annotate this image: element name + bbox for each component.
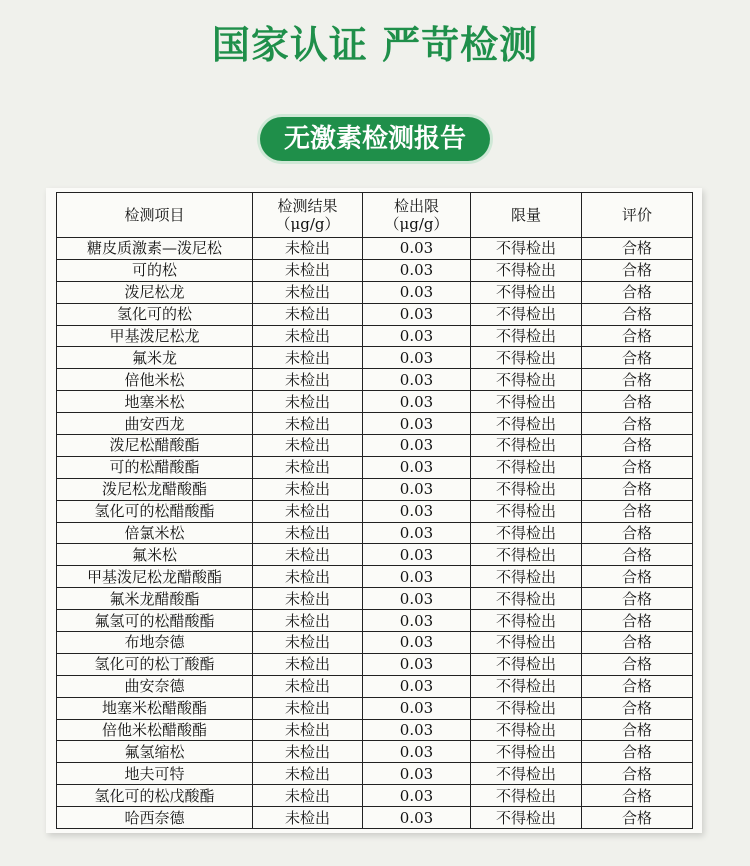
- cell-test-item: 氟米龙: [57, 347, 253, 369]
- table-header-row: [57, 193, 693, 238]
- cell-detection-limit: 0.03: [363, 763, 471, 785]
- cell-evaluation: 合格: [582, 741, 693, 763]
- cell-detection-limit: 0.03: [363, 413, 471, 435]
- cell-limit: 不得检出: [471, 566, 582, 588]
- cell-result: 未检出: [253, 785, 363, 807]
- cell-result: 未检出: [253, 588, 363, 610]
- cell-limit: 不得检出: [471, 763, 582, 785]
- cell-limit: 不得检出: [471, 281, 582, 303]
- cell-detection-limit: 0.03: [363, 281, 471, 303]
- cell-test-item: 氢化可的松丁酸酯: [57, 653, 253, 675]
- cell-evaluation: 合格: [582, 522, 693, 544]
- table-row: [57, 391, 693, 413]
- table-row: [57, 741, 693, 763]
- cell-result: 未检出: [253, 544, 363, 566]
- header-result: 检测结果 （μg/g）: [253, 193, 363, 238]
- cell-detection-limit: 0.03: [363, 238, 471, 260]
- cell-detection-limit: 0.03: [363, 391, 471, 413]
- cell-test-item: 氟米松: [57, 544, 253, 566]
- cell-test-item: 倍他米松醋酸酯: [57, 719, 253, 741]
- cell-result: 未检出: [253, 763, 363, 785]
- table-row: [57, 347, 693, 369]
- cell-evaluation: 合格: [582, 435, 693, 457]
- cell-detection-limit: 0.03: [363, 719, 471, 741]
- table-row: [57, 456, 693, 478]
- cell-limit: 不得检出: [471, 785, 582, 807]
- cell-limit: 不得检出: [471, 653, 582, 675]
- cell-result: 未检出: [253, 500, 363, 522]
- cell-limit: 不得检出: [471, 697, 582, 719]
- cell-detection-limit: 0.03: [363, 588, 471, 610]
- cell-result: 未检出: [253, 632, 363, 654]
- cell-test-item: 地塞米松: [57, 391, 253, 413]
- cell-result: 未检出: [253, 653, 363, 675]
- cell-test-item: 曲安西龙: [57, 413, 253, 435]
- cell-limit: 不得检出: [471, 741, 582, 763]
- cell-limit: 不得检出: [471, 391, 582, 413]
- cell-test-item: 地夫可特: [57, 763, 253, 785]
- table-row: [57, 675, 693, 697]
- cell-result: 未检出: [253, 697, 363, 719]
- table-row: [57, 566, 693, 588]
- cell-result: 未检出: [253, 369, 363, 391]
- cell-evaluation: 合格: [582, 675, 693, 697]
- table-row: [57, 697, 693, 719]
- cell-detection-limit: 0.03: [363, 347, 471, 369]
- cell-evaluation: 合格: [582, 478, 693, 500]
- cell-result: 未检出: [253, 675, 363, 697]
- cell-test-item: 泼尼松醋酸酯: [57, 435, 253, 457]
- cell-result: 未检出: [253, 391, 363, 413]
- cell-limit: 不得检出: [471, 435, 582, 457]
- table-row: [57, 653, 693, 675]
- table-row: [57, 500, 693, 522]
- table-row: [57, 719, 693, 741]
- cell-limit: 不得检出: [471, 522, 582, 544]
- cell-detection-limit: 0.03: [363, 566, 471, 588]
- cell-result: 未检出: [253, 238, 363, 260]
- cell-test-item: 氢化可的松戊酸酯: [57, 785, 253, 807]
- cell-detection-limit: 0.03: [363, 785, 471, 807]
- cell-evaluation: 合格: [582, 719, 693, 741]
- cell-result: 未检出: [253, 303, 363, 325]
- cell-limit: 不得检出: [471, 369, 582, 391]
- cell-test-item: 泼尼松龙: [57, 281, 253, 303]
- cell-test-item: 糖皮质激素—泼尼松: [57, 238, 253, 260]
- table-row: [57, 435, 693, 457]
- cell-result: 未检出: [253, 719, 363, 741]
- cell-test-item: 倍他米松: [57, 369, 253, 391]
- table-row: [57, 588, 693, 610]
- table-row: [57, 369, 693, 391]
- cell-limit: 不得检出: [471, 719, 582, 741]
- cell-test-item: 氢化可的松醋酸酯: [57, 500, 253, 522]
- cell-result: 未检出: [253, 281, 363, 303]
- cell-limit: 不得检出: [471, 807, 582, 829]
- table-row: [57, 807, 693, 829]
- cell-test-item: 甲基泼尼松龙: [57, 325, 253, 347]
- cell-result: 未检出: [253, 566, 363, 588]
- cell-detection-limit: 0.03: [363, 478, 471, 500]
- cell-evaluation: 合格: [582, 347, 693, 369]
- cell-test-item: 哈西奈德: [57, 807, 253, 829]
- cell-limit: 不得检出: [471, 259, 582, 281]
- header-limit: 限量: [471, 193, 582, 238]
- cell-test-item: 可的松醋酸酯: [57, 456, 253, 478]
- cell-test-item: 甲基泼尼松龙醋酸酯: [57, 566, 253, 588]
- cell-test-item: 可的松: [57, 259, 253, 281]
- cell-result: 未检出: [253, 435, 363, 457]
- cell-result: 未检出: [253, 478, 363, 500]
- cell-detection-limit: 0.03: [363, 741, 471, 763]
- report-title-badge: 无激素检测报告: [260, 117, 490, 161]
- cell-evaluation: 合格: [582, 500, 693, 522]
- cell-evaluation: 合格: [582, 259, 693, 281]
- cell-evaluation: 合格: [582, 566, 693, 588]
- table-row: [57, 544, 693, 566]
- cell-detection-limit: 0.03: [363, 675, 471, 697]
- table-row: [57, 478, 693, 500]
- cell-test-item: 倍氯米松: [57, 522, 253, 544]
- cell-result: 未检出: [253, 347, 363, 369]
- cell-limit: 不得检出: [471, 632, 582, 654]
- cell-test-item: 氟氢缩松: [57, 741, 253, 763]
- cell-limit: 不得检出: [471, 303, 582, 325]
- table-row: [57, 763, 693, 785]
- cell-evaluation: 合格: [582, 391, 693, 413]
- cell-detection-limit: 0.03: [363, 259, 471, 281]
- cell-evaluation: 合格: [582, 653, 693, 675]
- table-row: [57, 632, 693, 654]
- header-test-item: 检测项目: [57, 193, 253, 238]
- cell-limit: 不得检出: [471, 413, 582, 435]
- results-table: [56, 192, 693, 829]
- cell-detection-limit: 0.03: [363, 369, 471, 391]
- cell-detection-limit: 0.03: [363, 807, 471, 829]
- cell-limit: 不得检出: [471, 675, 582, 697]
- cell-evaluation: 合格: [582, 588, 693, 610]
- cell-evaluation: 合格: [582, 544, 693, 566]
- cell-result: 未检出: [253, 741, 363, 763]
- cell-detection-limit: 0.03: [363, 303, 471, 325]
- cell-evaluation: 合格: [582, 281, 693, 303]
- table-row: [57, 281, 693, 303]
- cell-evaluation: 合格: [582, 303, 693, 325]
- cell-test-item: 氢化可的松: [57, 303, 253, 325]
- table-row: [57, 303, 693, 325]
- cell-result: 未检出: [253, 259, 363, 281]
- cell-evaluation: 合格: [582, 610, 693, 632]
- table-row: [57, 522, 693, 544]
- cell-test-item: 氟氢可的松醋酸酯: [57, 610, 253, 632]
- cell-evaluation: 合格: [582, 238, 693, 260]
- cell-result: 未检出: [253, 807, 363, 829]
- cell-evaluation: 合格: [582, 325, 693, 347]
- cell-limit: 不得检出: [471, 478, 582, 500]
- cell-detection-limit: 0.03: [363, 544, 471, 566]
- table-row: [57, 259, 693, 281]
- cell-evaluation: 合格: [582, 369, 693, 391]
- cell-limit: 不得检出: [471, 347, 582, 369]
- cell-limit: 不得检出: [471, 456, 582, 478]
- cell-evaluation: 合格: [582, 413, 693, 435]
- cell-limit: 不得检出: [471, 544, 582, 566]
- cell-limit: 不得检出: [471, 588, 582, 610]
- cell-detection-limit: 0.03: [363, 456, 471, 478]
- cell-detection-limit: 0.03: [363, 653, 471, 675]
- cell-limit: 不得检出: [471, 238, 582, 260]
- cell-result: 未检出: [253, 325, 363, 347]
- cell-evaluation: 合格: [582, 785, 693, 807]
- cell-evaluation: 合格: [582, 807, 693, 829]
- report-document: [46, 188, 702, 833]
- cell-detection-limit: 0.03: [363, 697, 471, 719]
- cell-detection-limit: 0.03: [363, 435, 471, 457]
- cell-result: 未检出: [253, 610, 363, 632]
- cell-evaluation: 合格: [582, 632, 693, 654]
- table-row: [57, 610, 693, 632]
- header-evaluation: 评价: [582, 193, 693, 238]
- cell-detection-limit: 0.03: [363, 325, 471, 347]
- page-headline: 国家认证 严苛检测: [211, 23, 539, 67]
- cell-test-item: 布地奈德: [57, 632, 253, 654]
- cell-limit: 不得检出: [471, 610, 582, 632]
- cell-test-item: 曲安奈德: [57, 675, 253, 697]
- cell-evaluation: 合格: [582, 763, 693, 785]
- header-detection-limit: 检出限 （μg/g）: [363, 193, 471, 238]
- cell-result: 未检出: [253, 522, 363, 544]
- cell-detection-limit: 0.03: [363, 522, 471, 544]
- cell-evaluation: 合格: [582, 697, 693, 719]
- cell-detection-limit: 0.03: [363, 632, 471, 654]
- cell-result: 未检出: [253, 413, 363, 435]
- cell-result: 未检出: [253, 456, 363, 478]
- cell-test-item: 地塞米松醋酸酯: [57, 697, 253, 719]
- table-row: [57, 325, 693, 347]
- cell-test-item: 氟米龙醋酸酯: [57, 588, 253, 610]
- cell-limit: 不得检出: [471, 500, 582, 522]
- table-row: [57, 413, 693, 435]
- cell-limit: 不得检出: [471, 325, 582, 347]
- cell-test-item: 泼尼松龙醋酸酯: [57, 478, 253, 500]
- cell-evaluation: 合格: [582, 456, 693, 478]
- table-row: [57, 238, 693, 260]
- cell-detection-limit: 0.03: [363, 500, 471, 522]
- table-row: [57, 785, 693, 807]
- cell-detection-limit: 0.03: [363, 610, 471, 632]
